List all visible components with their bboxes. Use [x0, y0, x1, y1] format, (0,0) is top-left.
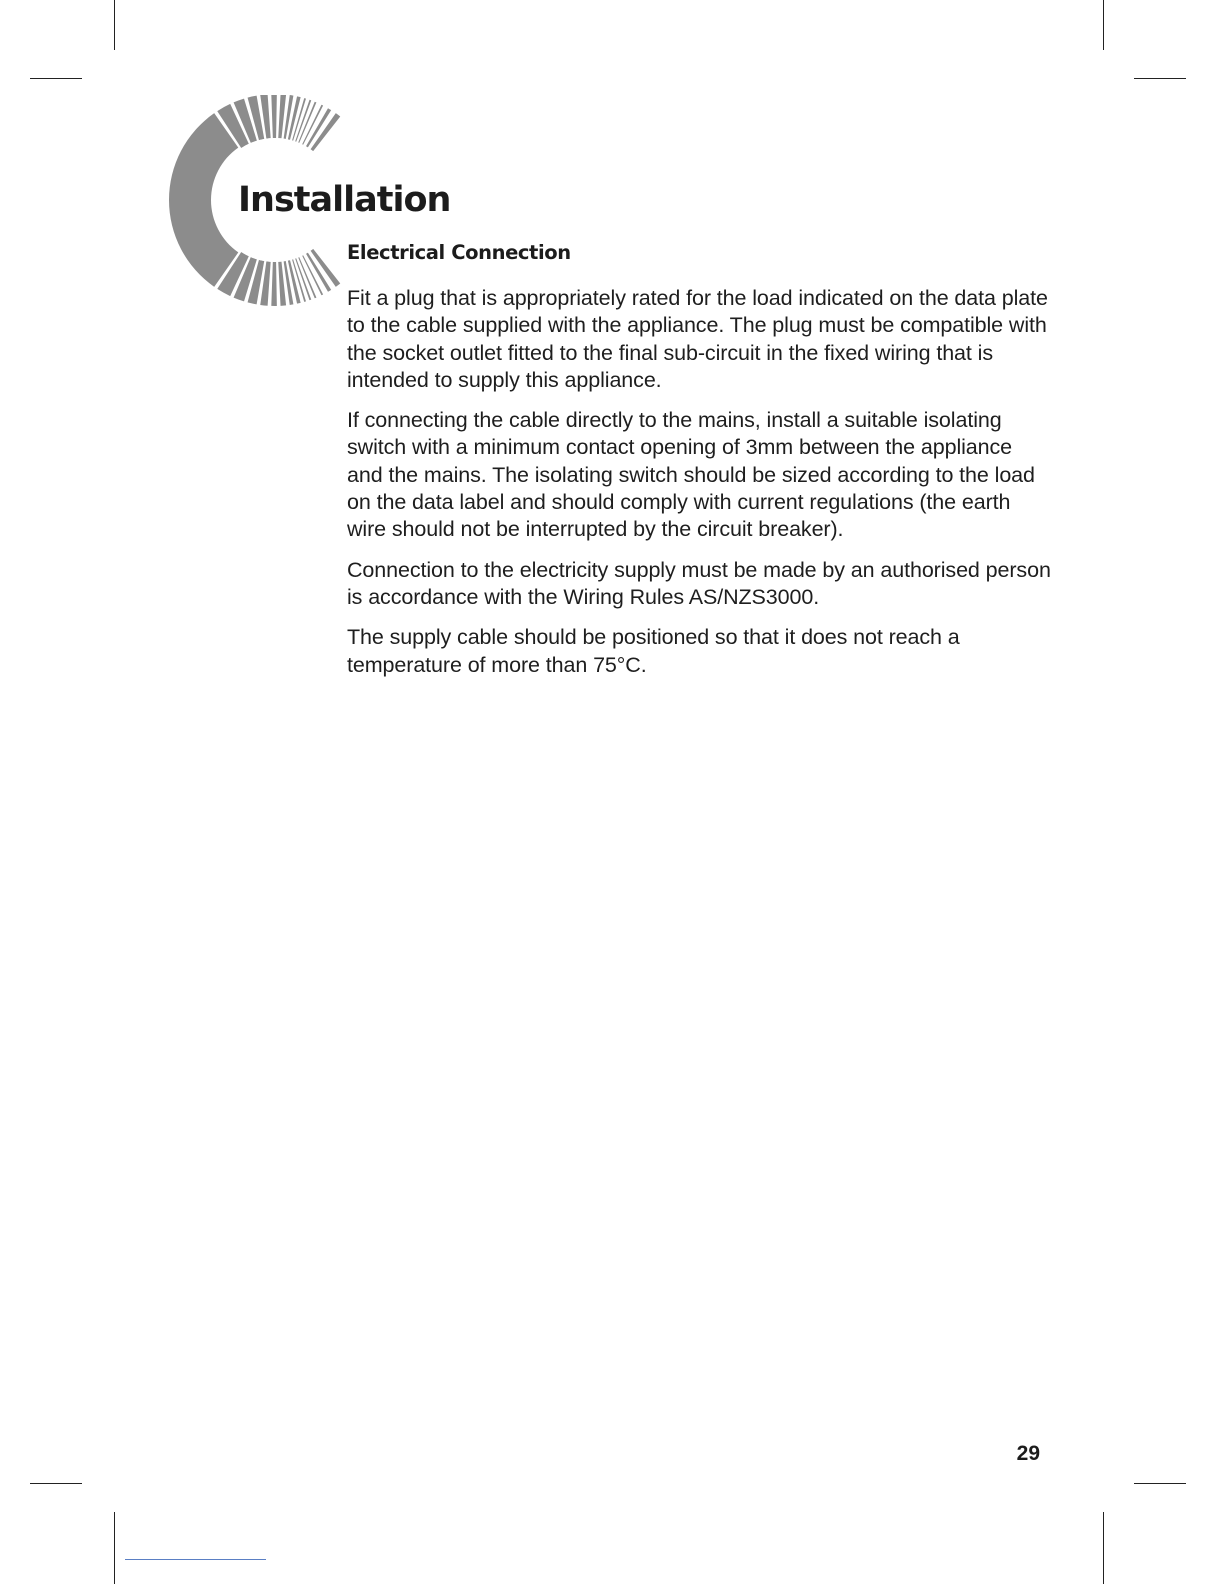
- crop-mark: [114, 1512, 115, 1584]
- crop-mark: [30, 78, 82, 79]
- crop-mark: [1103, 0, 1104, 50]
- crop-mark: [1134, 78, 1186, 79]
- paragraph-plug: Fit a plug that is appropriately rated for the load indicated on the data plate to the cable supplied with the appliance. The plug must be compatible with the socket outlet fitted to the final sub-circuit in the fixed wiring that is intended to supply this appliance.: [347, 286, 1048, 392]
- section-title: Installation: [238, 180, 451, 220]
- paragraph-cable-temperature: The supply cable should be positioned so that it does not reach a temperature of more than 75°C.: [347, 625, 960, 677]
- logo-ray: [271, 262, 277, 306]
- page-number: 29: [1016, 1442, 1040, 1465]
- paragraph-isolating-switch: If connecting the cable directly to the mains, install a suitable isolating switch with a minimum contact opening of 3mm between the appliance and the mains. The isolating switch should be sized according to the load on the data label and should comply with current regulations (the earth wire should not be interrupted by the circuit breaker).: [347, 408, 1035, 542]
- bottom-rule: [125, 1559, 266, 1560]
- subsection-title: Electrical Connection: [347, 241, 571, 264]
- paragraph-authorised-person: Connection to the electricity supply must be made by an authorised person is accordance with the Wiring Rules AS/NZS3000.: [347, 557, 1051, 609]
- content-column: [347, 240, 1052, 692]
- crop-mark: [114, 0, 115, 50]
- logo-ray: [271, 95, 277, 138]
- crop-mark: [1103, 1512, 1104, 1584]
- crop-mark: [30, 1483, 82, 1484]
- crop-mark: [1134, 1483, 1186, 1484]
